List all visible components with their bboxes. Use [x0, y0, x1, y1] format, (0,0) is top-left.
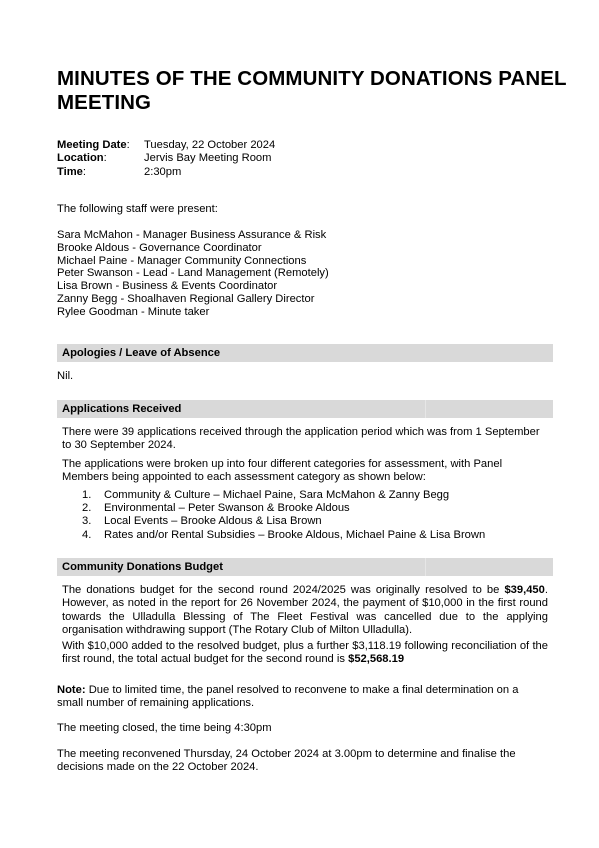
meta-label-date: Meeting Date — [57, 139, 127, 151]
staff-member: Michael Paine - Manager Community Connections — [57, 254, 307, 267]
category-list — [62, 489, 548, 542]
meta-value-location: Jervis Bay Meeting Room — [144, 152, 272, 165]
budget-paragraph-1: The donations budget for the second round 2024/2025 was originally resolved to be $39,450. However, as noted in the report for 26 November 2024, the payment of $10,000 in the first round towards the Ulladulla Blessing of The Fleet Festival was cancelled due to the applying organisation withdrawing support (The Rotary Club of Milton Ulladulla). — [62, 584, 548, 637]
staff-member: Peter Swanson - Lead - Land Management (Remotely) — [57, 267, 329, 280]
staff-member: Lisa Brown - Business & Events Coordinator — [57, 280, 278, 293]
applications-paragraph-1: There were 39 applications received through the application period which was from 1 September to 30 September 2024. — [62, 426, 540, 452]
meta-row-date: Meeting Date: Tuesday, 22 October 2024 — [57, 139, 276, 151]
meeting-reconvened-text: The meeting reconvened Thursday, 24 October 2024 at 3.00pm to determine and finalise the decisions made on the 22 October 2024. — [57, 748, 516, 774]
meta-value-time: 2:30pm — [144, 165, 182, 178]
meta-label-time: Time — [57, 165, 83, 178]
meeting-details — [57, 139, 275, 179]
staff-member: Zanny Begg - Shoalhaven Regional Gallery Director — [57, 292, 315, 305]
staff-member: Rylee Goodman - Minute taker — [57, 305, 210, 318]
list-item: 1. Community & Culture – Michael Paine, Sara McMahon & Zanny Begg — [82, 489, 450, 501]
meta-row-time: Time: 2:30pm — [57, 165, 182, 178]
section-heading-apologies: Apologies / Leave of Absence — [57, 344, 553, 362]
staff-intro: The following staff were present: — [57, 203, 218, 215]
meta-label-location: Location — [57, 152, 104, 165]
list-item: 2. Environmental – Peter Swanson & Brooke Aldous — [82, 502, 350, 515]
original-budget-amount: $39,450 — [504, 584, 545, 596]
meta-row-location: Location: Jervis Bay Meeting Room — [57, 152, 272, 165]
total-budget-amount: $52,568.19 — [348, 653, 405, 666]
staff-member: Brooke Aldous - Governance Coordinator — [57, 241, 262, 254]
list-item: 3. Local Events – Brooke Aldous & Lisa Brown — [82, 515, 322, 528]
list-item: 4. Rates and/or Rental Subsidies – Brooke Aldous, Michael Paine & Lisa Brown — [82, 528, 486, 541]
section-heading-applications: Applications Received — [57, 400, 553, 418]
staff-member: Sara McMahon - Manager Business Assurance & Risk — [57, 229, 327, 241]
staff-list — [57, 229, 329, 319]
section-heading-budget: Community Donations Budget — [57, 558, 553, 576]
applications-paragraph-2: The applications were broken up into four different categories for assessment, with Panel Members being appointed to each assessment category as shown below: — [62, 458, 503, 484]
budget-paragraph-2: With $10,000 added to the resolved budget, plus a further $3,118.19 following reconciliation of the first round, the total actual budget for the second round is $52,568.19 — [62, 640, 548, 666]
meta-value-date: Tuesday, 22 October 2024 — [144, 139, 276, 151]
note-paragraph: Note: Due to limited time, the panel resolved to reconvene to make a final determination on a small number of remaining applications. — [57, 684, 519, 710]
apologies-text: Nil. — [57, 370, 74, 382]
meeting-closed-text: The meeting closed, the time being 4:30pm — [57, 722, 272, 734]
page-title: MINUTES OF THE COMMUNITY DONATIONS PANEL MEETING — [57, 67, 567, 114]
note-label: Note: — [57, 684, 86, 696]
